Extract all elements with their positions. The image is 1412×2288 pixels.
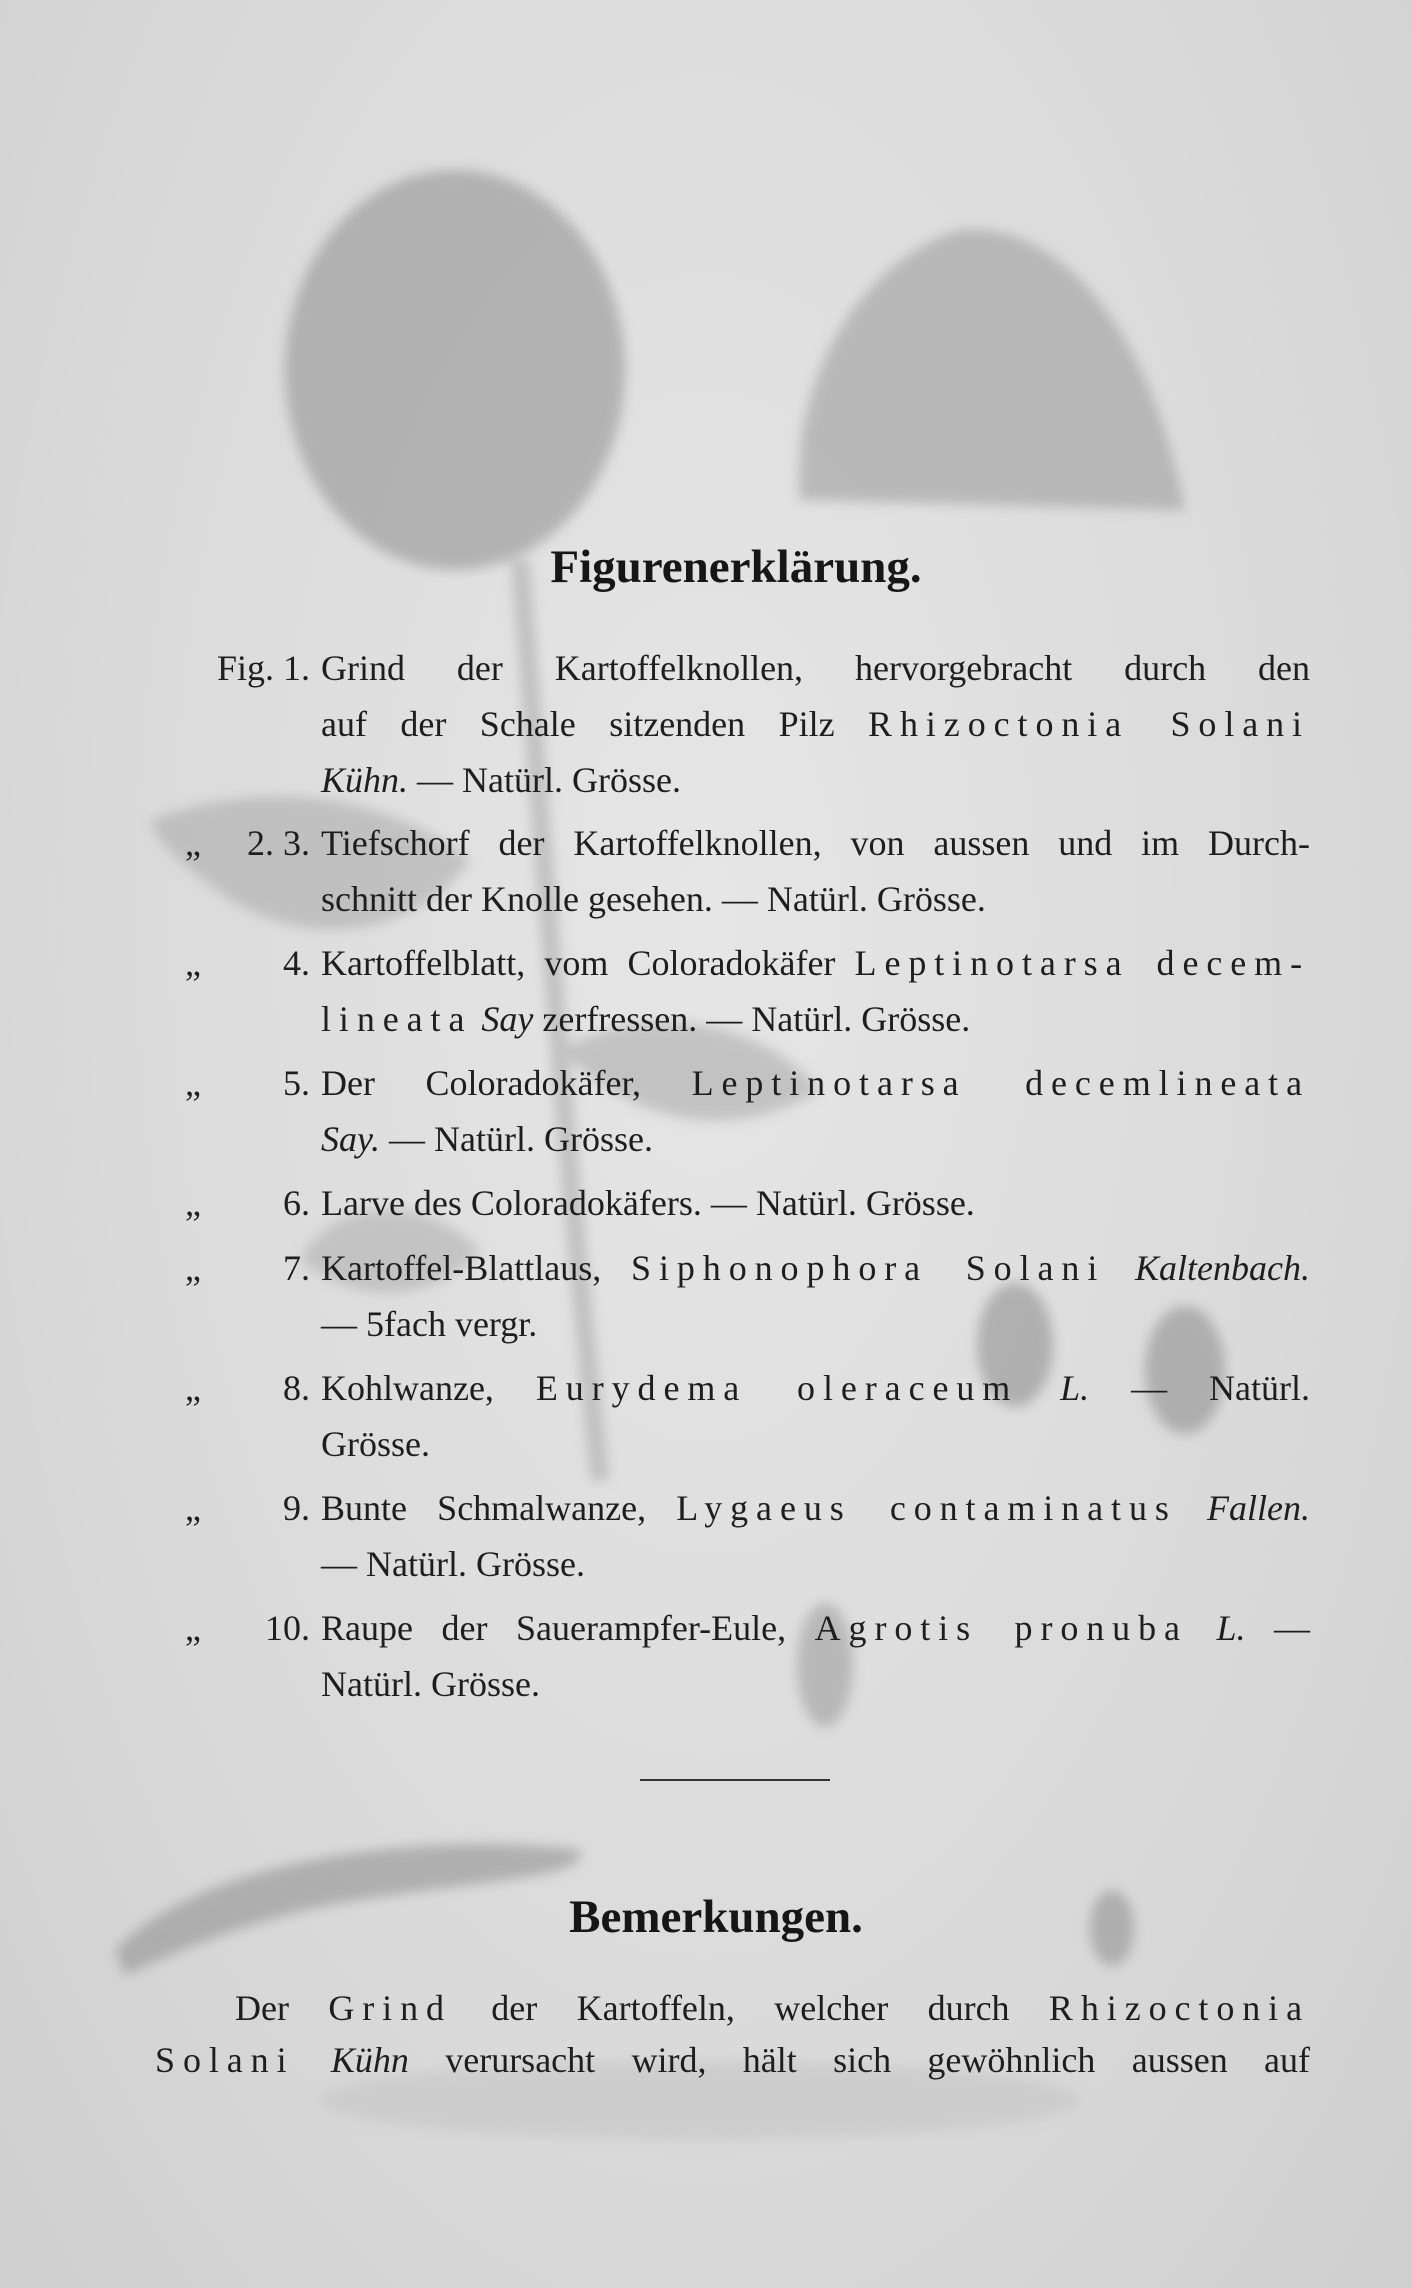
text-segment: Kartoffel-Blattlaus,: [321, 1248, 632, 1288]
author-name: Say.: [321, 1119, 380, 1159]
ditto-mark: „: [185, 943, 201, 983]
text-segment: — 5fach vergr.: [321, 1304, 538, 1344]
figure-description: [321, 815, 1310, 927]
ditto-mark: „: [185, 1063, 201, 1103]
text-segment: [295, 2040, 331, 2080]
text-segment: Kohlwanze,: [321, 1368, 536, 1408]
text-segment: der Kartoffeln, welcher durch: [451, 1988, 1049, 2028]
text-segment: Larve des Coloradokäfers. — Natürl. Grösse.: [321, 1183, 975, 1223]
author-name: L.: [1060, 1368, 1090, 1408]
text-line: [321, 815, 1310, 871]
author-name: Kaltenbach.: [1135, 1248, 1311, 1288]
remarks-paragraph: [155, 1982, 1310, 2086]
text-line: [321, 640, 1310, 696]
text-line: [321, 1656, 1310, 1712]
ditto-mark: „: [185, 1608, 201, 1648]
figure-number-label: Fig. 1.: [216, 648, 310, 688]
text-segment: [1177, 1488, 1207, 1528]
species-name: Leptinotarsa decem-: [854, 943, 1310, 983]
text-segment: Grind der Kartoffelknollen, hervorgebracht durch den: [321, 648, 1310, 688]
ditto-mark: „: [185, 823, 201, 863]
author-name: Fallen.: [1207, 1488, 1310, 1528]
figure-description: [321, 1480, 1310, 1592]
text-segment: verursacht wird, hält sich gewöhnlich aussen auf: [408, 2040, 1311, 2080]
text-segment: Natürl. Grösse.: [321, 1664, 540, 1704]
species-name: Agrotis pronuba: [814, 1608, 1188, 1648]
figure-description: [321, 640, 1310, 808]
figure-number-label: 10.: [265, 1608, 310, 1648]
text-line: [321, 1111, 1310, 1167]
figure-number-label: 5.: [283, 1063, 310, 1103]
author-name: Kühn: [330, 2040, 409, 2080]
text-line: [155, 2034, 1310, 2086]
text-line: [321, 1360, 1310, 1416]
species-name: Leptinotarsa decemlineata: [691, 1063, 1311, 1103]
species-name: Grind: [328, 1988, 452, 2028]
text-segment: [1188, 1608, 1217, 1648]
text-line: [321, 871, 1310, 927]
text-segment: — Natürl. Grösse.: [321, 1544, 585, 1584]
figure-description: [321, 1600, 1310, 1712]
text-line: [321, 991, 1310, 1047]
text-line: [321, 1055, 1310, 1111]
figure-number-label: 7.: [283, 1248, 310, 1288]
figure-number-label: 2. 3.: [247, 823, 310, 863]
author-name: Kühn.: [321, 760, 409, 800]
species-name: Solani: [155, 2040, 295, 2080]
figure-description: [321, 1175, 1310, 1231]
text-segment: — Natürl.: [1089, 1368, 1311, 1408]
text-line: [321, 1175, 1310, 1231]
text-line: [155, 1982, 1310, 2034]
ditto-mark: „: [185, 1248, 201, 1288]
species-name: Rhizoctonia Solani: [868, 704, 1310, 744]
text-segment: [1105, 1248, 1135, 1288]
species-name: Eurydema oleraceum: [535, 1368, 1019, 1408]
figure-description: [321, 935, 1310, 1047]
text-segment: Kartoffelblatt, vom Coloradokäfer: [321, 943, 855, 983]
author-name: Say: [481, 999, 534, 1039]
author-name: L.: [1216, 1608, 1246, 1648]
ditto-mark: „: [185, 1183, 201, 1223]
text-segment: zerfressen. — Natürl. Grösse.: [533, 999, 971, 1039]
text-line: [321, 1536, 1310, 1592]
text-line: [321, 1296, 1310, 1352]
text-segment: Grösse.: [321, 1424, 430, 1464]
figure-description: [321, 1240, 1310, 1352]
text-segment: [1018, 1368, 1060, 1408]
text-line: [321, 752, 1310, 808]
text-segment: Bunte Schmalwanze,: [321, 1488, 677, 1528]
heading-remarks: Bemerkungen.: [569, 1891, 863, 1943]
text-segment: — Natürl. Grösse.: [408, 760, 681, 800]
species-name: lineata: [321, 999, 473, 1039]
text-segment: Der Coloradokäfer,: [321, 1063, 692, 1103]
text-line: [321, 935, 1310, 991]
figure-description: [321, 1360, 1310, 1472]
heading-figure-legend: Figurenerklärung.: [550, 541, 922, 593]
text-segment: Tiefschorf der Kartoffelknollen, von aussen und im Durch-: [321, 823, 1310, 863]
figure-number-label: 8.: [283, 1368, 310, 1408]
text-line: [321, 696, 1310, 752]
figure-number-label: 4.: [283, 943, 310, 983]
text-segment: —: [1245, 1608, 1311, 1648]
text-line: [321, 1416, 1310, 1472]
section-divider: [640, 1779, 830, 1781]
text-segment: auf der Schale sitzenden Pilz: [321, 704, 869, 744]
text-line: [321, 1600, 1310, 1656]
text-segment: Der: [235, 1988, 329, 2028]
species-name: Lygaeus contaminatus: [676, 1488, 1177, 1528]
text-segment: schnitt der Knolle gesehen. — Natürl. Grösse.: [321, 879, 986, 919]
species-name: Rhizoctonia: [1048, 1988, 1310, 2028]
text-segment: — Natürl. Grösse.: [380, 1119, 653, 1159]
figure-number-label: 6.: [283, 1183, 310, 1223]
figure-number-label: 9.: [283, 1488, 310, 1528]
text-line: [321, 1240, 1310, 1296]
ditto-mark: „: [185, 1488, 201, 1528]
species-name: Siphonophora Solani: [631, 1248, 1106, 1288]
text-line: [321, 1480, 1310, 1536]
figure-description: [321, 1055, 1310, 1167]
text-segment: Raupe der Sauerampfer-Eule,: [321, 1608, 815, 1648]
ditto-mark: „: [185, 1368, 201, 1408]
